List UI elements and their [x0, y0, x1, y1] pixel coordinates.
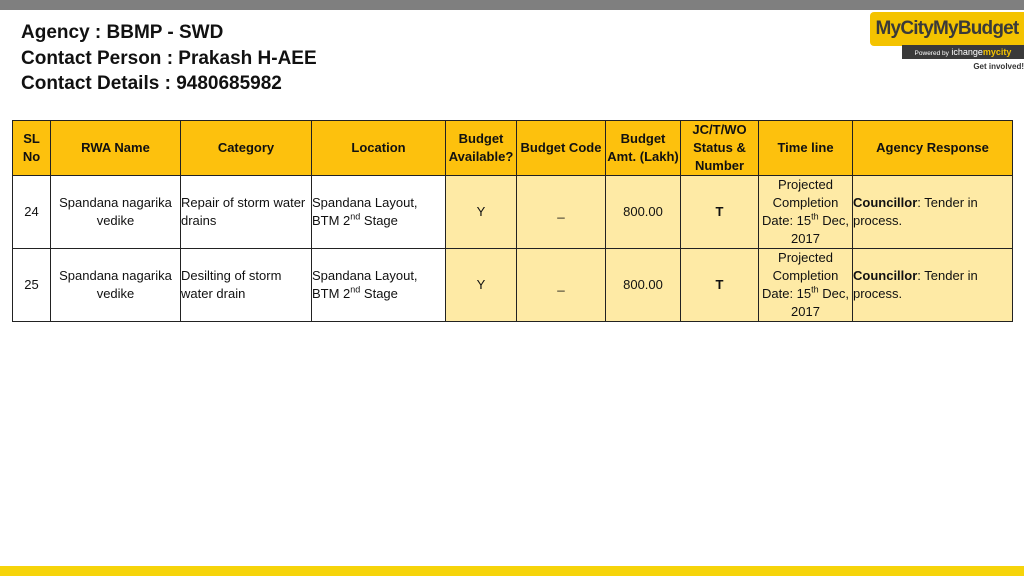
table-row	[13, 176, 1013, 249]
col-timeline: Time line	[759, 121, 853, 176]
response-lead: Councillor	[853, 268, 918, 283]
cell-sl-no: 25	[13, 249, 51, 322]
table-header-row	[13, 121, 1013, 176]
cell-budget-code: _	[517, 249, 606, 322]
cell-budget-available: Y	[446, 249, 517, 322]
contact-details-line: Contact Details : 9480685982	[21, 73, 282, 94]
brand-ichange: ichange	[951, 47, 983, 57]
cell-budget-available: Y	[446, 176, 517, 249]
location-sup: nd	[350, 211, 361, 222]
col-budget-available: Budget Available?	[446, 121, 517, 176]
location-text: Spandana Layout, BTM 2	[312, 268, 418, 301]
powered-by-text: Powered by	[914, 50, 949, 57]
location-tail: Stage	[360, 286, 398, 301]
agency-info	[21, 20, 317, 97]
col-budget-amount: Budget Amt. (Lakh)	[606, 121, 681, 176]
timeline-tail: Dec, 2017	[791, 286, 849, 319]
cell-timeline	[759, 176, 853, 249]
agency-line: Agency : BBMP - SWD	[21, 22, 224, 43]
cell-budget-code: _	[517, 176, 606, 249]
cell-category: Desilting of storm water drain	[181, 249, 312, 322]
cell-rwa-name: Spandana nagarika vedike	[51, 176, 181, 249]
response-lead: Councillor	[853, 195, 918, 210]
timeline-text: Projected Completion Date: 15	[761, 250, 839, 301]
cell-agency-response	[853, 249, 1013, 322]
col-rwa-name: RWA Name	[51, 121, 181, 176]
col-location: Location	[312, 121, 446, 176]
mycitymybudget-logo	[870, 12, 1024, 74]
cell-sl-no: 24	[13, 176, 51, 249]
col-status: JC/T/WO Status & Number	[681, 121, 759, 176]
timeline-text: Projected Completion Date: 15	[761, 177, 839, 228]
col-agency-response: Agency Response	[853, 121, 1013, 176]
logo-tagline: Get involved!	[973, 62, 1024, 71]
col-budget-code: Budget Code	[517, 121, 606, 176]
cell-budget-amount: 800.00	[606, 176, 681, 249]
timeline-sup: th	[811, 211, 819, 222]
brand-mycity: mycity	[982, 47, 1012, 57]
cell-status: T	[681, 249, 759, 322]
cell-location	[312, 249, 446, 322]
bottom-accent-bar	[0, 566, 1024, 576]
cell-status: T	[681, 176, 759, 249]
timeline-sup: th	[811, 284, 819, 295]
top-accent-bar	[0, 0, 1024, 10]
cell-category: Repair of storm water drains	[181, 176, 312, 249]
cell-budget-amount: 800.00	[606, 249, 681, 322]
logo-powered-by	[902, 45, 1024, 59]
budget-table	[12, 120, 1013, 322]
response-text: : Tender in process.	[853, 268, 978, 301]
cell-rwa-name: Spandana nagarika vedike	[51, 249, 181, 322]
location-text: Spandana Layout, BTM 2	[312, 195, 418, 228]
cell-agency-response	[853, 176, 1013, 249]
cell-location	[312, 176, 446, 249]
location-tail: Stage	[360, 213, 398, 228]
response-text: : Tender in process.	[853, 195, 978, 228]
cell-timeline	[759, 249, 853, 322]
logo-title: MyCityMyBudget	[870, 12, 1024, 46]
timeline-tail: Dec, 2017	[791, 213, 849, 246]
col-category: Category	[181, 121, 312, 176]
location-sup: nd	[350, 284, 361, 295]
col-sl-no: SL No	[13, 121, 51, 176]
table-row	[13, 249, 1013, 322]
contact-person-line: Contact Person : Prakash H-AEE	[21, 47, 317, 69]
